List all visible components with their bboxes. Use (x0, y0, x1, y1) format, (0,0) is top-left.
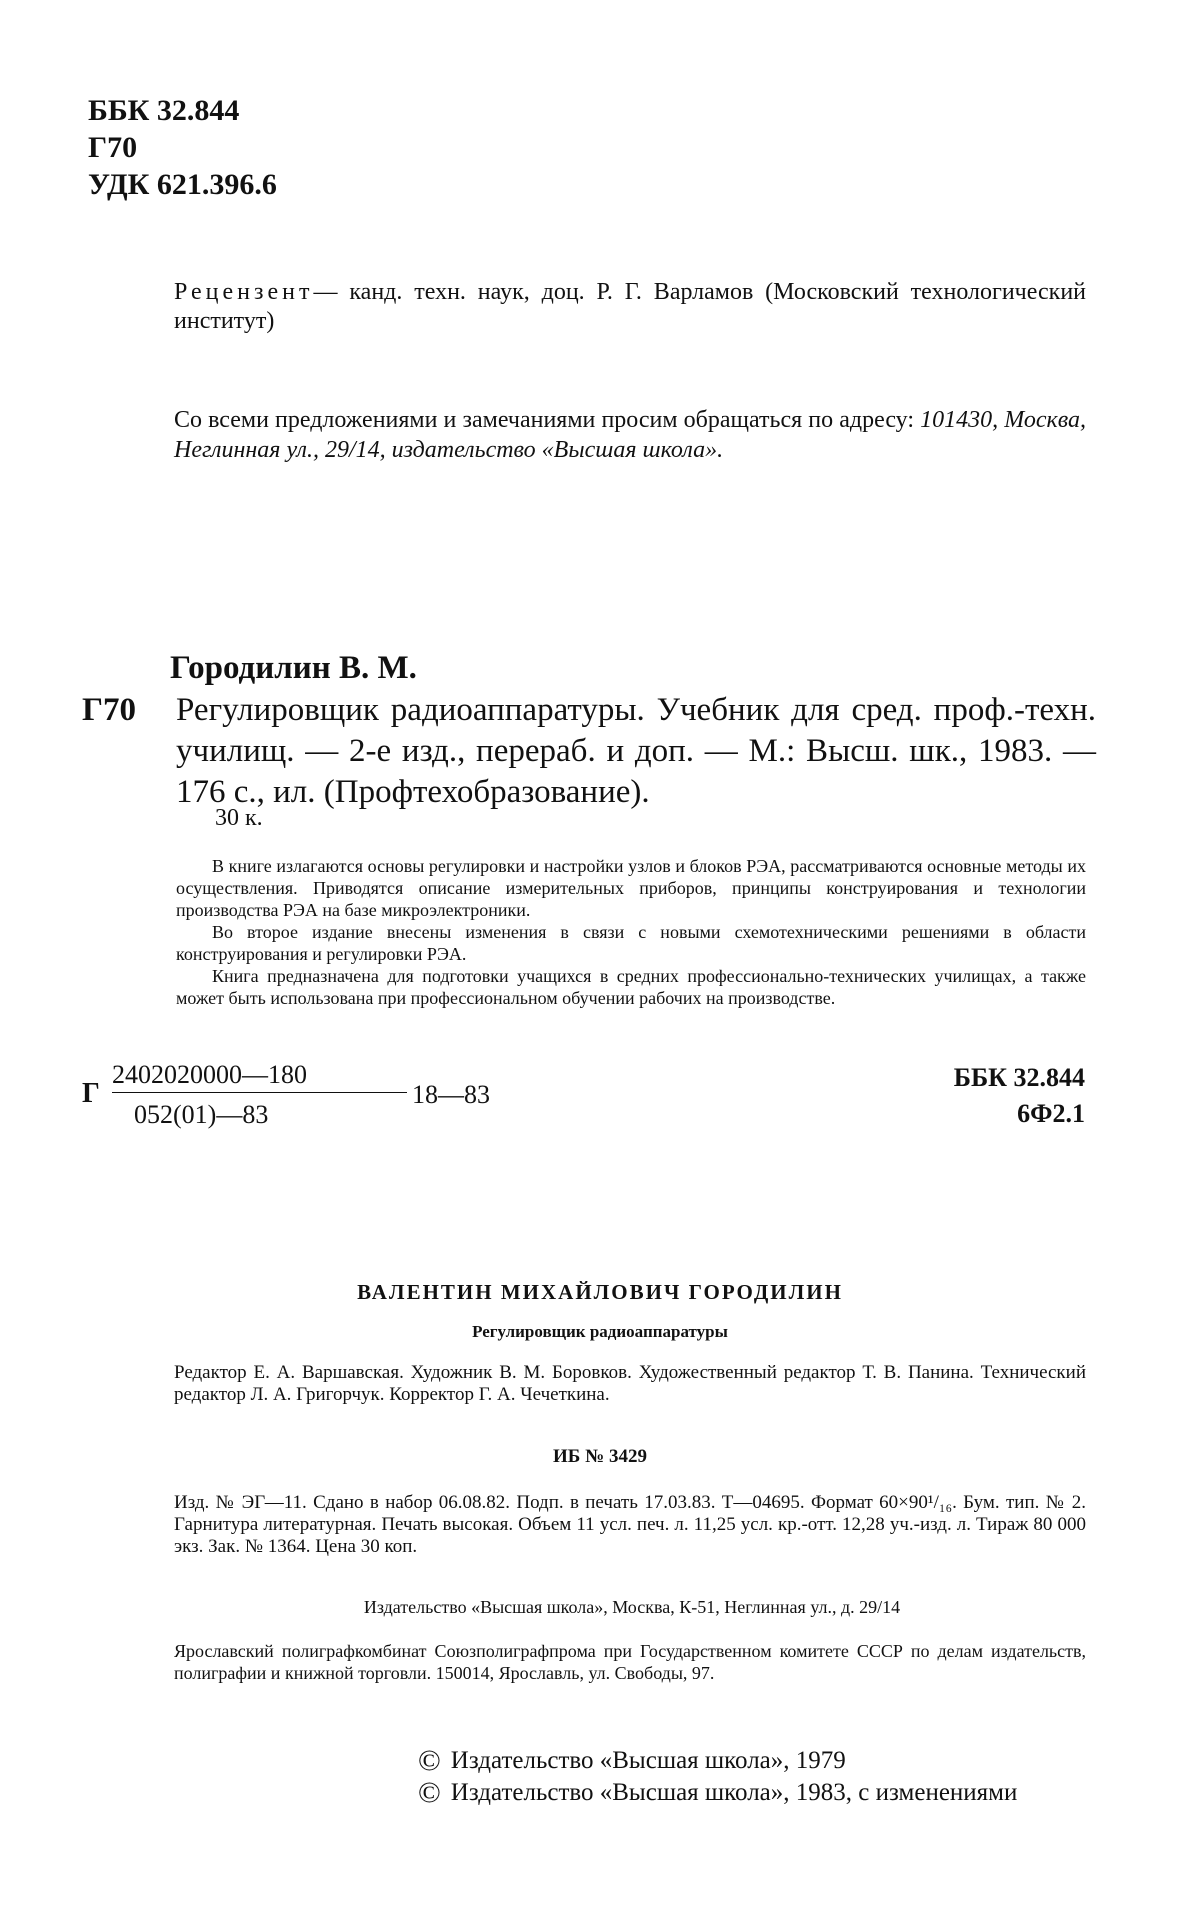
copyright-icon: © (418, 1744, 441, 1777)
classification-block (88, 92, 277, 203)
bbk-right-index: ББК 32.844 (953, 1063, 1085, 1092)
copyright-text: Издательство «Высшая школа», 1979 (450, 1747, 846, 1774)
copyright-icon: © (418, 1776, 441, 1809)
imprint-ib-number: ИБ № 3429 (553, 1446, 647, 1467)
copyright-block (418, 1745, 1017, 1809)
reviewer-note (174, 278, 1086, 336)
copyright-line (418, 1745, 1017, 1777)
book-code: Г70 (82, 692, 136, 728)
index-letter: Г (82, 1078, 100, 1109)
publisher-address: 101430, Москва, Неглинная ул., 29/14, издательство «Высшая школа». (174, 407, 1086, 463)
abstract-paragraph: Книга предназначена для подготовки учащихся в средних профессионально-технических училищах, а также может быть использована при профессиональном обучении рабочих на производстве. (176, 966, 1086, 1008)
bbk-index: ББК 32.844 (88, 94, 240, 127)
imprint-editors: Редактор Е. А. Варшавская. Художник В. М. Боровков. Художественный редактор Т. В. Панина. Технический редактор Л. А. Григорчук. Корректор Г. А. Чечеткина. (174, 1362, 1086, 1405)
bbk-block (890, 1060, 1085, 1132)
imprint-title: Регулировщик радиоаппаратуры (472, 1322, 728, 1341)
bbk-right-code: 6Ф2.1 (1017, 1099, 1085, 1128)
imprint-publisher: Издательство «Высшая школа», Москва, К-51, Неглинная ул., д. 29/14 (363, 1597, 901, 1617)
reviewer-text: — канд. техн. наук, доц. Р. Г. Варламов (Московский технологический институт) (174, 279, 1086, 334)
bibliographic-description: Регулировщик радиоаппаратуры. Учебник для сред. проф.-техн. училищ. — 2-е изд., перераб. и доп. — М.: Высш. шк., 1983. — 176 с., ил. (Профтехобразование). (176, 692, 1096, 810)
imprint-printer: Ярославский полиграфкомбинат Союзполиграфпрома при Государственном комитете СССР по делам издательств, полиграфии и книжной торговли. 150014, Ярославль, ул. Свободы, 97. (174, 1641, 1086, 1683)
fraction-rule (112, 1092, 407, 1093)
abstract (176, 855, 1086, 1009)
address-note (174, 405, 1086, 465)
author-heading: Городилин В. М. (170, 650, 417, 686)
udk-index: УДК 621.396.6 (88, 168, 277, 201)
price: 30 к. (215, 805, 263, 831)
author-code: Г70 (88, 131, 138, 164)
abstract-paragraph: Во второе издание внесены изменения в связи с новыми схемотехническими решениями в области конструирования и регулировки РЭА. (176, 922, 1086, 964)
copyright-text: Издательство «Высшая школа», 1983, с изменениями (450, 1779, 1018, 1806)
address-lead: Со всеми предложениями и замечаниями просим обращаться по адресу: (174, 407, 921, 433)
copyright-line (418, 1777, 1017, 1809)
imprint-author: ВАЛЕНТИН МИХАЙЛОВИЧ ГОРОДИЛИН (357, 1280, 843, 1304)
index-denominator: 052(01)—83 (134, 1100, 269, 1129)
imprint-print-info: Изд. № ЭГ—11. Сдано в набор 06.08.82. Подп. в печать 17.03.83. Т—04695. Формат 60×90¹/₁₆. Бум. тип. № 2. Гарнитура литературная. Печать высокая. Объем 11 усл. печ. л. 11,25 усл. кр.-отт. 12,28 уч.-изд. л. Тираж 80 000 экз. Зак. № 1364. Цена 30 коп. (174, 1492, 1086, 1557)
abstract-paragraph: В книге излагаются основы регулировки и настройки узлов и блоков РЭА, рассматриваются основные методы их осуществления. Приводятся описание измерительных приборов, принципы конструирования и технологии производства РЭА на базе микроэлектроники. (176, 856, 1086, 920)
index-numerator: 2402020000—180 (112, 1060, 307, 1089)
reviewer-label: Рецензент (174, 279, 314, 305)
index-suffix: 18—83 (412, 1080, 490, 1109)
